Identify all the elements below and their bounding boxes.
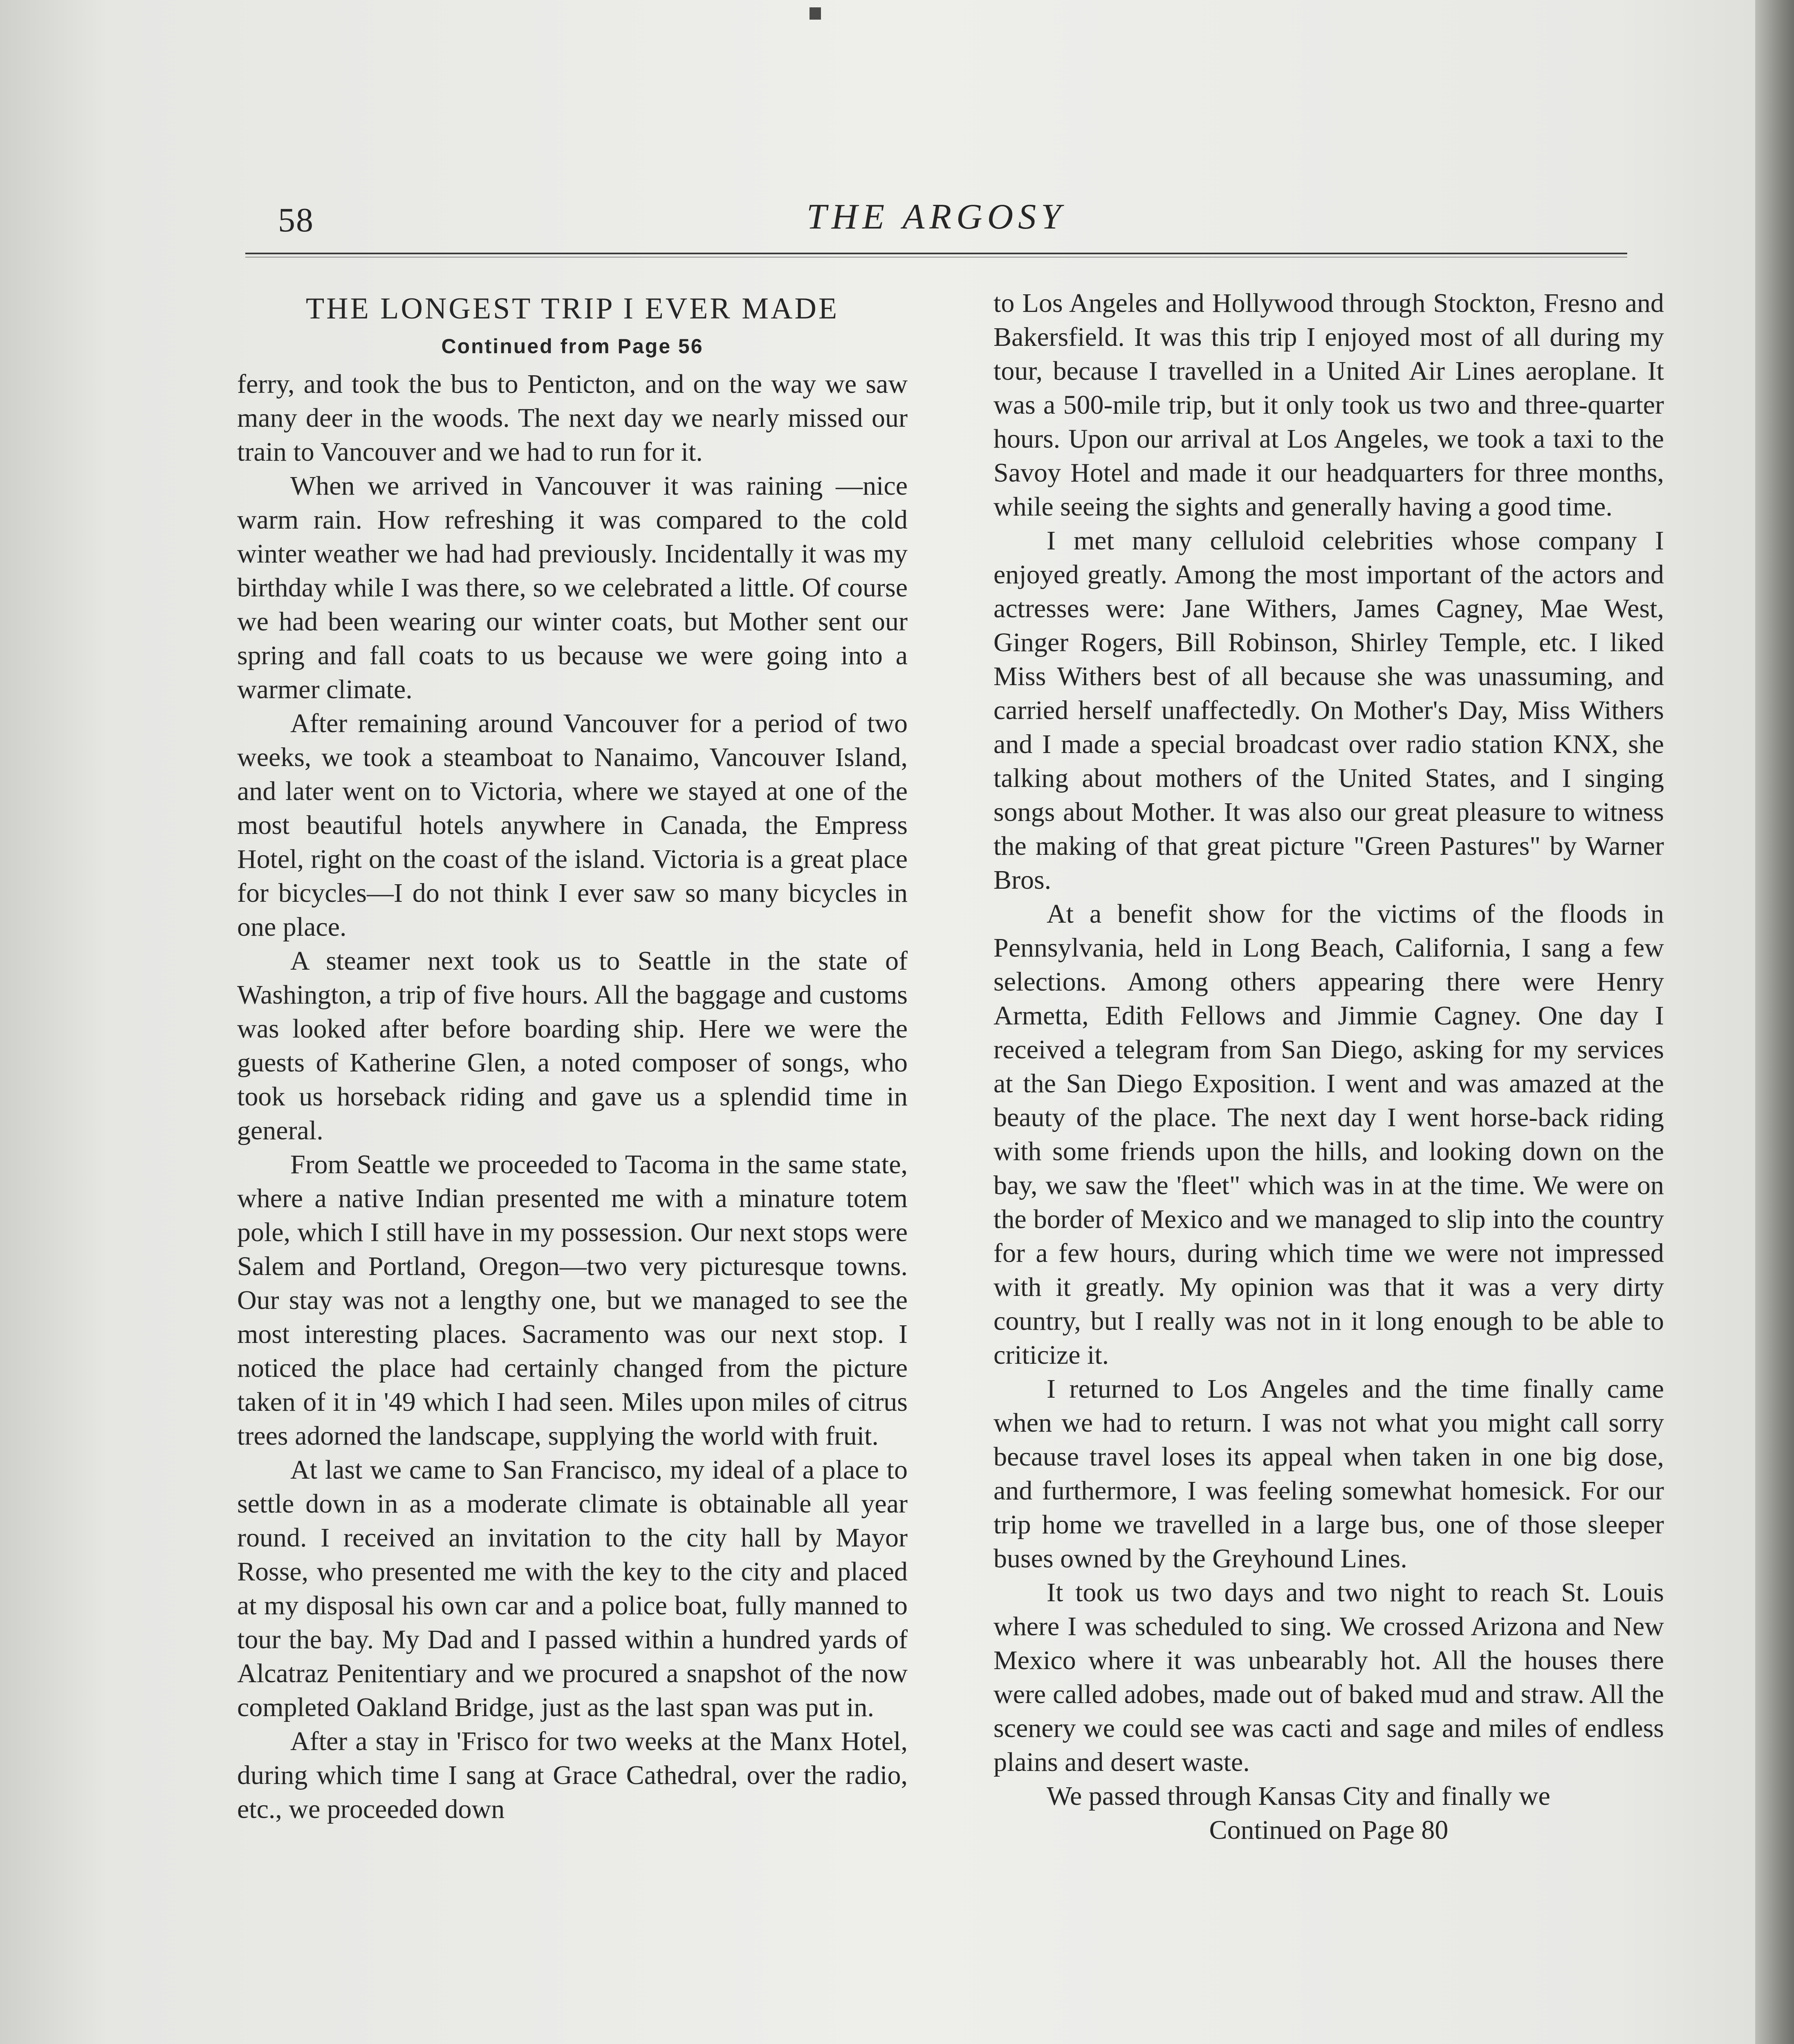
paragraph: A steamer next took us to Seattle in the state of Washington, a trip of five hours. All the baggage and customs was looked after before boarding ship. Here we were the guests of Katherine Glen, a noted composer of songs, who took us horseback riding and gave us a splendid time in general. xyxy=(237,946,908,1145)
paragraph: It took us two days and two night to reach St. Louis where I was scheduled to sing. We crossed Arizona and New Mexico where it was unbearably hot. All the houses there were called adobes, made out of baked mud and straw. All the scenery we could see was cacti and sage and miles of endless plains and desert waste. xyxy=(993,1578,1664,1777)
continued-on-note: Continued on Page 80 xyxy=(1209,1815,1449,1845)
paragraph: At a benefit show for the victims of the floods in Pennsylvania, held in Long Beach, California, I sang a few selections. Among others appearing there were Henry Armetta, Edith Fellows and Jimmie Cagney. One day I received a telegram from San Diego, asking for my services at the San Diego Exposition. I went and was amazed at the beauty of the place. The next day I went horse-back riding with some friends upon the hills, and looking down on the bay, we saw the 'fleet" which was in at the time. We were on the border of Mexico and we managed to slip into the country for a few hours, during which time we were not impressed with it greatly. My opinion was that it was a very dirty country, but I really was not in it long enough to be able to criticize it. xyxy=(993,899,1664,1370)
header-rule-thin xyxy=(245,257,1627,258)
paragraph: to Los Angeles and Hollywood through Stockton, Fresno and Bakersfield. It was this trip I enjoyed most of all during my tour, because I travelled in a United Air Lines aeroplane. It was a 500-mile trip, but it only took us two and three-quarter hours. Upon our arrival at Los Angeles, we took a taxi to the Savoy Hotel and made it our headquarters for three months, while seeing the sights and generally having a good time. xyxy=(993,288,1664,522)
left-column xyxy=(237,286,908,1826)
paragraph: From Seattle we proceeded to Tacoma in the same state, where a native Indian presented me with a minature totem pole, which I still have in my possession. Our next stops were Salem and Portland, Oregon—two very picturesque towns. Our stay was not a lengthy one, but we managed to see the most interesting places. Sacramento was our next stop. I noticed the place had certainly changed from the picture taken of it in '49 which I had seen. Miles upon miles of citrus trees adorned the landscape, supplying the world with fruit. xyxy=(237,1150,908,1451)
right-column xyxy=(993,286,1664,1847)
paragraph: After remaining around Vancouver for a period of two weeks, we took a steamboat to Nanaimo, Vancouver Island, and later went on to Victoria, where we stayed at one of the most beautiful hotels anywhere in Canada, the Empress Hotel, right on the coast of the island. Victoria is a great place for bicycles—I do not think I ever saw so many bicycles in one place. xyxy=(237,708,908,942)
paragraph: I met many celluloid celebrities whose company I enjoyed greatly. Among the most important of the actors and actresses were: Jane Withers, James Cagney, Mae West, Ginger Rogers, Bill Robinson, Shirley Temple, etc. I liked Miss Withers best of all because she was unassuming, and carried herself unaffectedly. On Mother's Day, Miss Withers and I made a special broadcast over radio station KNX, she talking about mothers of the United States, and I singing songs about Mother. It was also our great pleasure to witness the making of that great picture "Green Pastures" by Warner Bros. xyxy=(993,526,1664,895)
paragraph: When we arrived in Vancouver it was raining —nice warm rain. How refreshing it was compared to the cold winter weather we had had previously. Incidentally it was my birthday while I was there, so we celebrated a little. Of course we had been wearing our winter coats, but Mother sent our spring and fall coats to us because we were going into a warmer climate. xyxy=(237,471,908,704)
article-title: THE LONGEST TRIP I EVER MADE xyxy=(305,292,839,325)
paragraph: We passed through Kansas City and finally we xyxy=(1047,1781,1550,1811)
paragraph: After a stay in 'Frisco for two weeks at the Manx Hotel, during which time I sang at Grace Cathedral, over the radio, etc., we proceeded down xyxy=(237,1726,908,1824)
page-binding-edge xyxy=(1755,0,1794,2044)
running-title: THE ARGOSY xyxy=(806,197,1066,237)
paragraph: ferry, and took the bus to Penticton, and on the way we saw many deer in the woods. The next day we nearly missed our train to Vancouver and we had to run for it. xyxy=(237,369,908,467)
page-header xyxy=(245,192,1627,253)
header-rule xyxy=(245,253,1627,254)
page-number: 58 xyxy=(278,201,314,239)
top-binding-mark xyxy=(810,7,821,20)
paragraph: At last we came to San Francisco, my ideal of a place to settle down in as a moderate climate is obtainable all year round. I received an invitation to the city hall by Mayor Rosse, who presented me with the key to the city and placed at my disposal his own car and a police boat, fully manned to tour the bay. My Dad and I passed within a hundred yards of Alcatraz Penitentiary and we procured a snapshot of the now completed Oakland Bridge, just as the last span was put in. xyxy=(237,1455,908,1722)
continued-from-note: Continued from Page 56 xyxy=(441,335,704,358)
paragraph: I returned to Los Angeles and the time finally came when we had to return. I was not what you might call sorry because travel loses its appeal when taken in one big dose, and furthermore, I was feeling somewhat homesick. For our trip home we travelled in a large bus, one of those sleeper buses owned by the Greyhound Lines. xyxy=(993,1374,1664,1573)
